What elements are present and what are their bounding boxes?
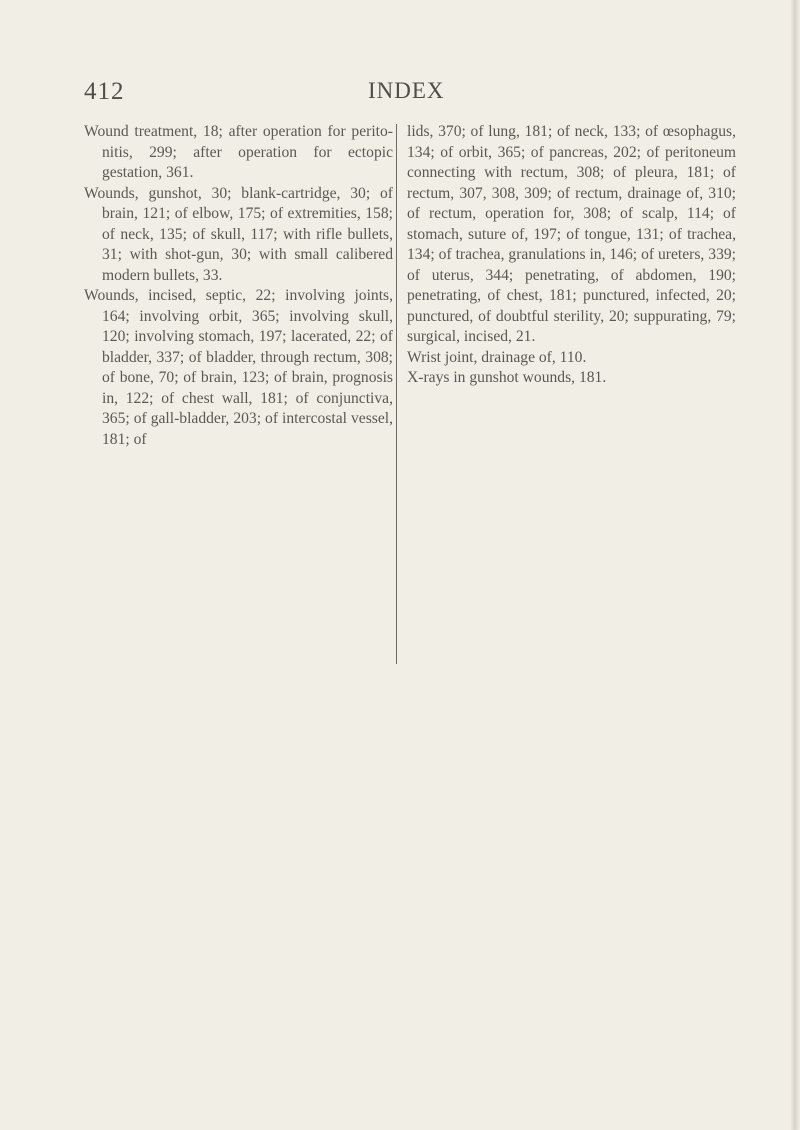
index-entry-wounds-incised: Wounds, incised, septic, 22; involving joints, 164; involving orbit, 365; involving skull, 120; involving stomach, 197; lacerated, 22; of bladder, 337; of bladder, through rectum, 308; of bone, 70; of brain, 123; of brain, prognosis in, 122; of chest wall, 181; of conjunctiva, 365; of gall-bladder, 203; of intercostal vessel, 181; of: [84, 287, 393, 448]
index-entry-x-rays: X-rays in gunshot wounds, 181.: [407, 369, 607, 386]
index-entry-wrist-joint: Wrist joint, drainage of, 110.: [407, 348, 587, 366]
page-number: 412: [84, 78, 125, 105]
index-entry-wounds-continued: lids, 370; of lung, 181; of neck, 133; of œsophagus, 134; of orbit, 365; of pancreas, 202; of peritoneum connecting with rectum, 308; of pleura, 181; of rectum, 307, 308, 309; of rectum, drainage of, 310; of rectum, operation for, 308; of scalp, 114; of stomach, suture of, 197; of tongue, 131; of trachea, 134; of trachea, granulations in, 146; of ureters, 339; of uterus, 344; penetrating, of abdomen, 190; penetrating, of chest, 181; punctured, infected, 20; punctured, of doubtful sterility, 20; suppurating, 79; surgical, incised, 21.: [407, 123, 736, 345]
page-header: [84, 78, 742, 108]
column-divider: [396, 124, 397, 664]
page-edge-shadow: [791, 0, 800, 1130]
running-head: INDEX: [368, 78, 445, 103]
index-column-right: [399, 122, 736, 389]
index-entry-wounds-gunshot: Wounds, gunshot, 30; blank-cartridge, 30; of brain, 121; of elbow, 175; of extremities, 158; of neck, 135; of skull, 117; with rifle bullets, 31; with shot-gun, 30; with small calibered modern bullets, 33.: [84, 184, 393, 284]
index-column-left: [84, 122, 393, 450]
index-entry-wound-treatment: Wound treatment, 18; after operation for peritonitis, 299; after operation for ectopic gestation, 361.: [84, 123, 393, 181]
